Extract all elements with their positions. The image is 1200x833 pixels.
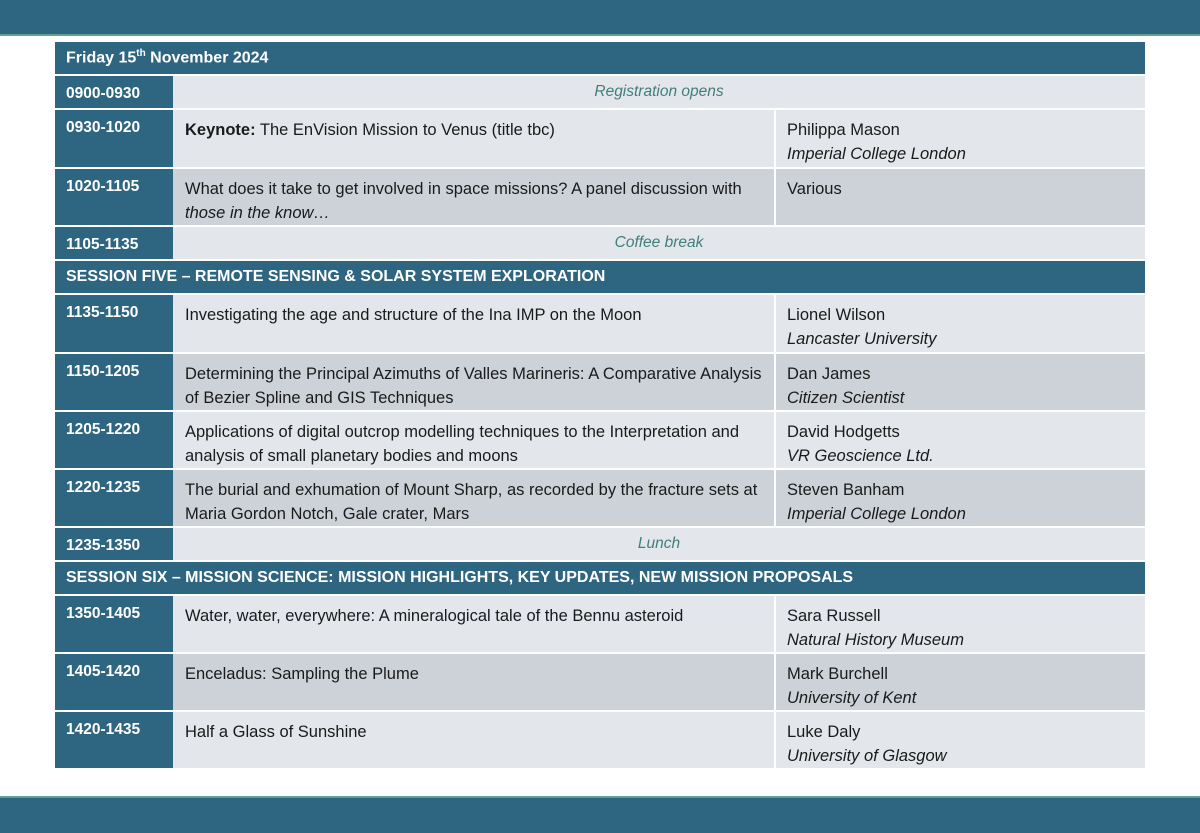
speaker-name: Various — [787, 180, 842, 198]
time-cell: 1105-1135 — [55, 227, 173, 259]
bottom-banner — [0, 796, 1200, 833]
speaker-name: David Hodgetts — [787, 423, 900, 441]
table-row — [55, 596, 1145, 654]
day-header-text: Friday 15th November 2024 — [66, 48, 269, 67]
time-cell: 1220-1235 — [55, 470, 173, 526]
speaker-cell — [776, 712, 1145, 768]
time-cell: 0930-1020 — [55, 110, 173, 167]
speaker-name: Sara Russell — [787, 607, 881, 625]
speaker-affiliation: Imperial College London — [787, 505, 966, 523]
talk-title: Applications of digital outcrop modelling techniques to the Interpretation and analysis of small planetary bodies and moons — [173, 412, 776, 468]
session-title: SESSION FIVE – REMOTE SENSING & SOLAR SYSTEM EXPLORATION — [66, 268, 606, 285]
speaker-affiliation: Natural History Museum — [787, 631, 964, 649]
time-cell: 1135-1150 — [55, 295, 173, 352]
speaker-cell — [776, 654, 1145, 710]
speaker-affiliation: Lancaster University — [787, 330, 937, 348]
talk-title: Enceladus: Sampling the Plume — [173, 654, 776, 710]
top-banner — [0, 0, 1200, 36]
talk-title: The burial and exhumation of Mount Sharp, as recorded by the fracture sets at Maria Gordon Notch, Gale crater, Mars — [173, 470, 776, 526]
session-header — [55, 562, 1145, 596]
table-row — [55, 354, 1145, 412]
table-row — [55, 528, 1145, 562]
speaker-cell — [776, 295, 1145, 352]
time-cell: 1405-1420 — [55, 654, 173, 710]
speaker-cell — [776, 169, 1145, 225]
table-row — [55, 110, 1145, 169]
session-header — [55, 261, 1145, 295]
table-row — [55, 712, 1145, 770]
session-title: SESSION SIX – MISSION SCIENCE: MISSION HIGHLIGHTS, KEY UPDATES, NEW MISSION PROPOSALS — [66, 569, 854, 586]
speaker-name: Mark Burchell — [787, 665, 888, 683]
table-row — [55, 412, 1145, 470]
table-row — [55, 295, 1145, 354]
speaker-name: Philippa Mason — [787, 121, 900, 139]
time-cell: 1205-1220 — [55, 412, 173, 468]
table-row — [55, 470, 1145, 528]
speaker-cell — [776, 354, 1145, 410]
break-label: Registration opens — [594, 83, 724, 100]
break-label: Coffee break — [614, 234, 704, 251]
speaker-cell — [776, 412, 1145, 468]
talk-title: Water, water, everywhere: A mineralogical tale of the Bennu asteroid — [173, 596, 776, 652]
time-cell: 1020-1105 — [55, 169, 173, 225]
talk-title: Investigating the age and structure of the Ina IMP on the Moon — [173, 295, 776, 352]
talk-title: Determining the Principal Azimuths of Valles Marineris: A Comparative Analysis of Bezier Spline and GIS Techniques — [173, 354, 776, 410]
table-row — [55, 227, 1145, 261]
speaker-affiliation: University of Kent — [787, 689, 917, 707]
talk-title: Keynote: The EnVision Mission to Venus (title tbc) — [173, 110, 776, 167]
speaker-affiliation: Citizen Scientist — [787, 389, 905, 407]
speaker-name: Dan James — [787, 365, 871, 383]
time-cell: 1235-1350 — [55, 528, 173, 560]
day-header — [55, 42, 1145, 76]
speaker-cell — [776, 470, 1145, 526]
talk-title: Half a Glass of Sunshine — [173, 712, 776, 768]
speaker-name: Lionel Wilson — [787, 306, 886, 324]
speaker-cell — [776, 110, 1145, 167]
table-row — [55, 654, 1145, 712]
speaker-affiliation: University of Glasgow — [787, 747, 947, 765]
break-label: Lunch — [637, 535, 681, 552]
time-cell: 1420-1435 — [55, 712, 173, 768]
time-cell: 0900-0930 — [55, 76, 173, 108]
speaker-affiliation: Imperial College London — [787, 145, 966, 163]
speaker-affiliation: VR Geoscience Ltd. — [787, 447, 934, 465]
talk-title: What does it take to get involved in space missions? A panel discussion with those in the know… — [173, 169, 776, 225]
time-cell: 1150-1205 — [55, 354, 173, 410]
speaker-name: Luke Daly — [787, 723, 861, 741]
time-cell: 1350-1405 — [55, 596, 173, 652]
table-row — [55, 169, 1145, 227]
speaker-cell — [776, 596, 1145, 652]
table-row — [55, 76, 1145, 110]
speaker-name: Steven Banham — [787, 481, 905, 499]
schedule-table — [55, 42, 1145, 770]
